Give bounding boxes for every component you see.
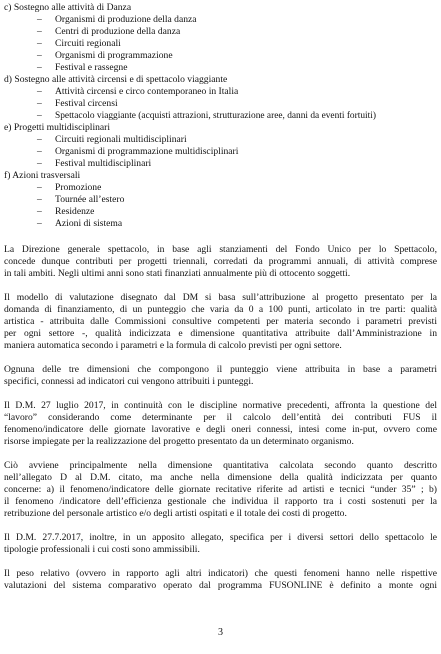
list-item: – Organismi di programmazione multidisciplinari [37, 146, 239, 157]
paragraph-dimensione-quantitativa: Ciò avviene principalmente nella dimensione quantitativa calcolata secondo quanto descritto nell’allegato D al D.M. citato, ma anche nella dimensione della qualità indicizzata per quanto concerne: a) il fenomeno/indicatore delle giornate recitative riferite ad artisti e tecnici “under 35” ; b) il fenomeno /indicatore dell’efficienza gestionale che individua il rapporto tra i costi sostenuti per la retribuzione del personale artistico e/o degli artisti ospitati e il totale dei costi di progetto. [4, 460, 437, 519]
section-title: c) Sostegno alle attività di Danza [4, 2, 132, 13]
paragraph-direzione: La Direzione generale spettacolo, in base agli stanziamenti del Fondo Unico per lo Spettacolo, concede dunque contributi per progetti triennali, corredati da programmi annuali, di attività comprese in tali ambiti. Negli ultimi anni sono stati finanziati annualmente più di ottocento soggetti. [4, 244, 437, 279]
list-item: – Centri di produzione della danza [37, 26, 181, 37]
section-azioni [4, 170, 437, 230]
list-item: – Residenze [37, 206, 95, 217]
list-item: – Attività circensi e circo contemporaneo in Italia [37, 86, 239, 97]
list-item: – Festival multidisciplinari [37, 158, 152, 169]
page-content [4, 0, 437, 592]
dash-bullet: – [37, 26, 42, 37]
dash-bullet: – [37, 86, 42, 97]
list-item: – Promozione [37, 182, 102, 193]
dash-bullet: – [37, 134, 42, 145]
section-title: e) Progetti multidisciplinari [4, 122, 111, 133]
section-circensi [4, 74, 437, 122]
dash-bullet: – [37, 14, 42, 25]
dash-bullet: – [37, 98, 42, 109]
paragraph-dimensioni: Ognuna delle tre dimensioni che compongono il punteggio viene attribuita in base a parametri specifici, connessi ad indicatori cui vengono attribuiti i punteggi. [4, 364, 437, 387]
paragraph-peso-relativo: Il peso relativo (ovvero in rapporto agli altri indicatori) che questi fenomeni hanno nelle rispettive valutazioni del sistema comparativo operato dal programma FUSONLINE è definito a monte ogni [4, 568, 437, 591]
sections-list [4, 2, 437, 230]
list-item: – Organismi di produzione della danza [37, 14, 197, 25]
list-item: – Circuiti regionali multidisciplinari [37, 134, 187, 145]
paragraph-modello: Il modello di valutazione disegnato dal DM si basa sull’attribuzione al progetto presentato per la domanda di finanziamento, di un punteggio che varia da 0 a 100 punti, articolato in tre parti: qualità artistica - attribuita dalle Commissioni consultive competenti per materia secondo i parametri previsti per ogni settore -, qualità indicizzata e dimensione quantitativa attribuite dall’Amministrazione in maniera automatica secondo i parametri e la formula di calcolo previsti per ogni settore. [4, 292, 437, 351]
dash-bullet: – [37, 50, 42, 61]
dash-bullet: – [37, 182, 42, 193]
section-title: d) Sostegno alle attività circensi e di spettacolo viaggiante [4, 74, 228, 85]
page-number: 3 [218, 627, 223, 638]
list-item: – Festival circensi [37, 98, 118, 109]
section-multidisciplinari [4, 122, 437, 170]
dash-bullet: – [37, 206, 42, 217]
list-item: – Tournée all’estero [37, 194, 125, 205]
paragraph-dm-lavoro: Il D.M. 27 luglio 2017, in continuità con le discipline normative precedenti, affronta la questione del “lavoro” considerando come determinante per il calcolo dell’entità dei contributi FUS il fenomeno/indicatore delle giornate lavorative e degli oneri connessi, intesi come in-put, ovvero come risorse impiegate per la realizzazione del progetto presentato da un determinato organismo. [4, 400, 437, 447]
dash-bullet: – [37, 38, 42, 49]
dash-bullet: – [37, 62, 42, 73]
section-title: f) Azioni trasversali [4, 170, 81, 181]
paragraph-allegato: Il D.M. 27.7.2017, inoltre, in un apposito allegato, specifica per i diversi settori dello spettacolo le tipologie professionali i cui costi sono ammissibili. [4, 532, 437, 555]
dash-bullet: – [37, 194, 42, 205]
list-item: – Festival e rassegne [37, 62, 128, 73]
list-item: – Circuiti regionali [37, 38, 121, 49]
dash-bullet: – [37, 158, 42, 169]
list-item: – Organismi di programmazione [37, 50, 173, 61]
section-danza [4, 2, 437, 74]
dash-bullet: – [37, 110, 42, 121]
dash-bullet: – [37, 218, 42, 229]
list-item: – Spettacolo viaggiante (acquisti attrazioni, strutturazione aree, danni da eventi fortuiti) [37, 110, 376, 121]
dash-bullet: – [37, 146, 42, 157]
list-item: – Azioni di sistema [37, 218, 123, 229]
